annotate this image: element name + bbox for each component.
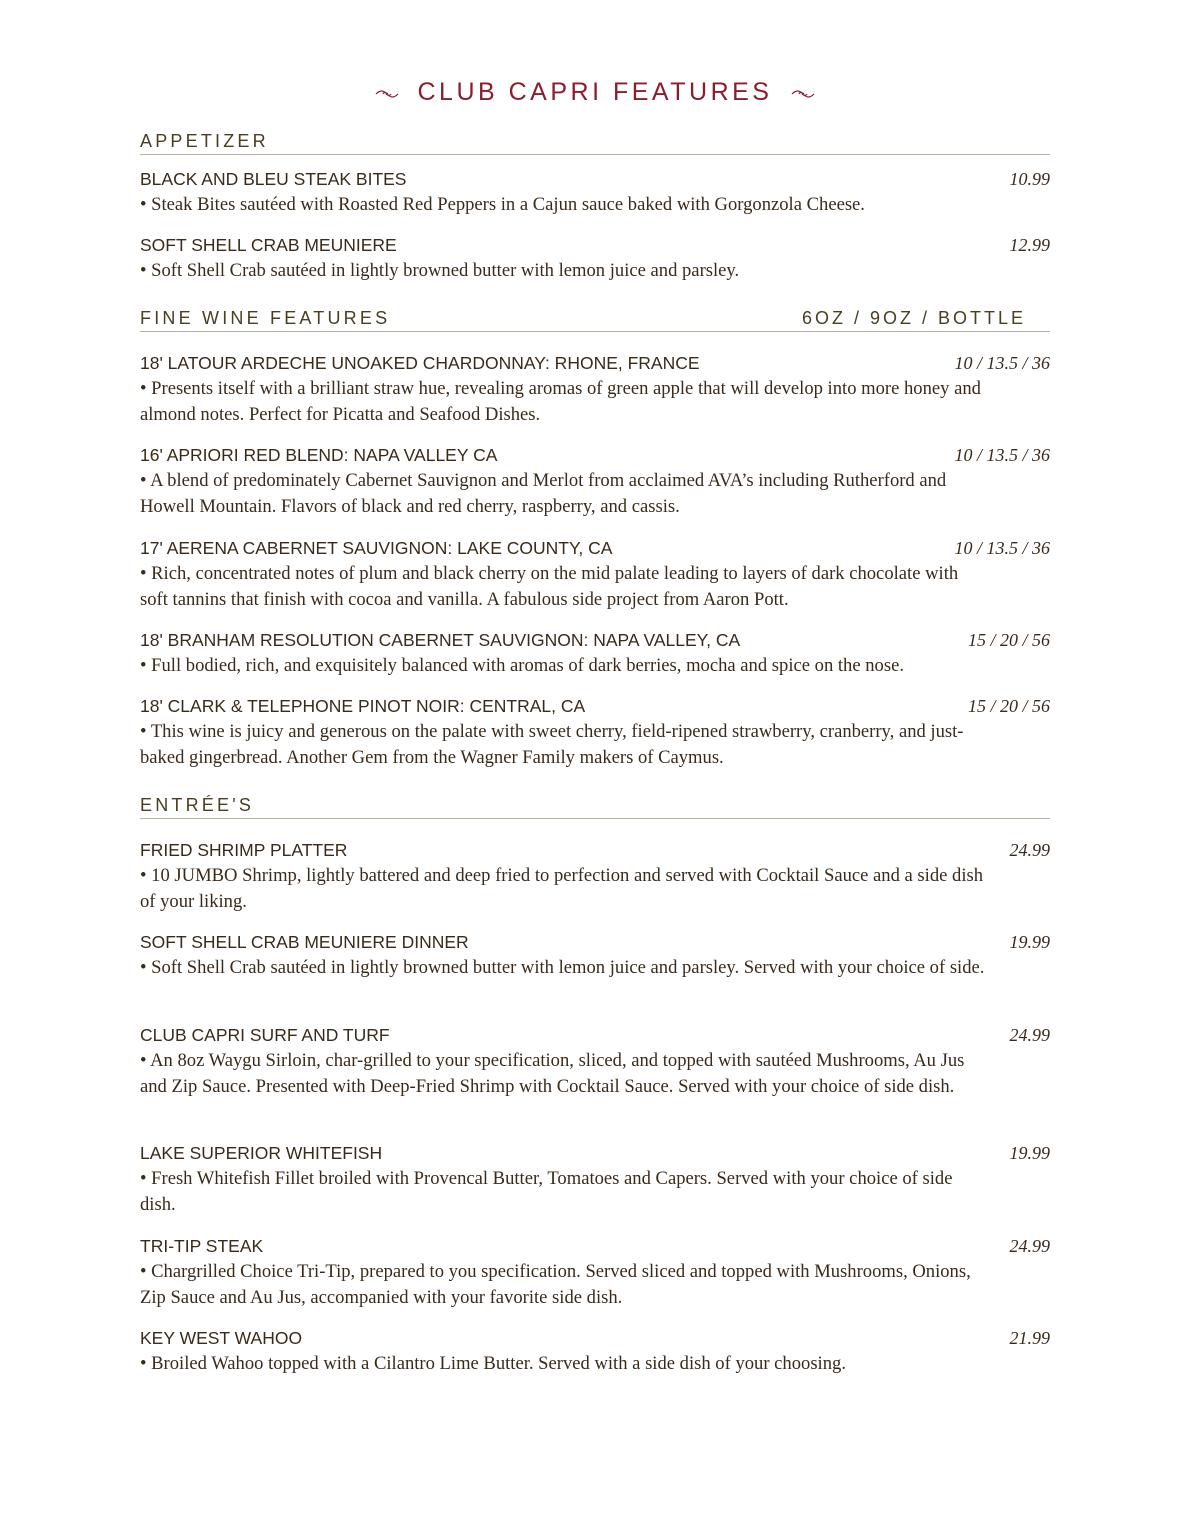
item-name: BLACK AND BLEU STEAK BITES xyxy=(140,169,407,189)
right-flourish-icon xyxy=(791,75,815,107)
item-description: • Full bodied, rich, and exquisitely balanced with aromas of dark berries, mocha and spice on the nose. xyxy=(140,655,904,676)
section-heading-entrees xyxy=(140,794,1050,819)
item-name: FRIED SHRIMP PLATTER xyxy=(140,840,348,860)
item-description: • A blend of predominately Cabernet Sauvignon and Merlot from acclaimed AVA’s including Rutherford and Howell Mountain. Flavors of black and red cherry, raspberry, and cassis. xyxy=(140,470,947,517)
item-description: • Soft Shell Crab sautéed in lightly browned butter with lemon juice and parsley. Served with your choice of side. xyxy=(140,957,985,978)
item-name: 16' APRIORI RED BLEND: NAPA VALLEY CA xyxy=(140,445,498,465)
menu-item xyxy=(140,442,1050,520)
menu-item xyxy=(140,232,1050,284)
item-price: 15 / 20 / 56 xyxy=(967,630,1050,650)
item-name: CLUB CAPRI SURF AND TURF xyxy=(140,1025,390,1045)
page-title: CLUB CAPRI FEATURES xyxy=(417,78,773,106)
section-heading-appetizer xyxy=(140,130,1050,155)
item-description: • This wine is juicy and generous on the palate with sweet cherry, field-ripened strawberry, cranberry, and just-baked gingerbread. Another Gem from the Wagner Family makers of Caymus. xyxy=(140,721,964,768)
item-price: 15 / 20 / 56 xyxy=(967,696,1050,716)
item-price: 12.99 xyxy=(1009,235,1050,255)
menu-item xyxy=(140,1022,1050,1100)
section-title: APPETIZER xyxy=(140,131,269,151)
item-name: LAKE SUPERIOR WHITEFISH xyxy=(140,1143,383,1163)
menu-item xyxy=(140,1233,1050,1311)
section-title: ENTRÉE'S xyxy=(140,795,255,815)
menu-title-row xyxy=(140,76,1050,109)
item-price: 19.99 xyxy=(1009,932,1050,952)
left-flourish-icon xyxy=(375,75,399,107)
item-description: • Presents itself with a brilliant straw hue, revealing aromas of green apple that will develop into more honey and almond notes. Perfect for Picatta and Seafood Dishes. xyxy=(140,378,981,425)
item-name: KEY WEST WAHOO xyxy=(140,1328,303,1348)
item-name: SOFT SHELL CRAB MEUNIERE DINNER xyxy=(140,932,469,952)
menu-item xyxy=(140,1140,1050,1218)
item-price: 10 / 13.5 / 36 xyxy=(954,538,1050,558)
menu-item xyxy=(140,166,1050,218)
item-price: 10 / 13.5 / 36 xyxy=(954,353,1050,373)
wine-sizes-label: 6OZ / 9OZ / BOTTLE xyxy=(801,308,1026,328)
item-name: SOFT SHELL CRAB MEUNIERE xyxy=(140,235,397,255)
item-name: 18' BRANHAM RESOLUTION CABERNET SAUVIGNON: NAPA VALLEY, CA xyxy=(140,630,741,650)
item-price: 10.99 xyxy=(1009,169,1050,189)
item-description: • Soft Shell Crab sautéed in lightly browned butter with lemon juice and parsley. xyxy=(140,260,740,281)
item-price: 19.99 xyxy=(1009,1143,1050,1163)
item-name: 17' AERENA CABERNET SAUVIGNON: LAKE COUNTY, CA xyxy=(140,538,613,558)
menu-item xyxy=(140,837,1050,915)
item-description: • Fresh Whitefish Fillet broiled with Provencal Butter, Tomatoes and Capers. Served with your choice of side dish. xyxy=(140,1168,953,1215)
menu-item xyxy=(140,693,1050,771)
item-description: • 10 JUMBO Shrimp, lightly battered and deep fried to perfection and served with Cocktail Sauce and a side dish of your liking. xyxy=(140,865,984,912)
section-heading-wine xyxy=(140,307,1050,332)
item-price: 21.99 xyxy=(1009,1328,1050,1348)
item-description: • Broiled Wahoo topped with a Cilantro Lime Butter. Served with a side dish of your choosing. xyxy=(140,1353,846,1374)
menu-item xyxy=(140,535,1050,613)
menu-item xyxy=(140,1325,1050,1377)
item-name: TRI-TIP STEAK xyxy=(140,1236,264,1256)
item-description: • Rich, concentrated notes of plum and black cherry on the mid palate leading to layers of dark chocolate with soft tannins that finish with cocoa and vanilla. A fabulous side project from Aaron Pott. xyxy=(140,563,959,610)
menu-item xyxy=(140,350,1050,428)
item-description: • Steak Bites sautéed with Roasted Red Peppers in a Cajun sauce baked with Gorgonzola Cheese. xyxy=(140,194,865,215)
item-price: 24.99 xyxy=(1009,1025,1050,1045)
section-title: FINE WINE FEATURES xyxy=(140,308,391,328)
item-description: • Chargrilled Choice Tri-Tip, prepared to you specification. Served sliced and topped with Mushrooms, Onions, Zip Sauce and Au Jus, accompanied with your favorite side dish. xyxy=(140,1261,971,1308)
menu-item xyxy=(140,929,1050,981)
menu-item xyxy=(140,627,1050,679)
item-price: 10 / 13.5 / 36 xyxy=(954,445,1050,465)
item-name: 18' CLARK & TELEPHONE PINOT NOIR: CENTRAL, CA xyxy=(140,696,586,716)
item-price: 24.99 xyxy=(1009,1236,1050,1256)
item-price: 24.99 xyxy=(1009,840,1050,860)
item-name: 18' LATOUR ARDECHE UNOAKED CHARDONNAY: RHONE, FRANCE xyxy=(140,353,700,373)
item-description: • An 8oz Waygu Sirloin, char-grilled to your specification, sliced, and topped with sautéed Mushrooms, Au Jus and Zip Sauce. Presented with Deep-Fried Shrimp with Cocktail Sauce. Served with your choice of side dish. xyxy=(140,1050,965,1097)
